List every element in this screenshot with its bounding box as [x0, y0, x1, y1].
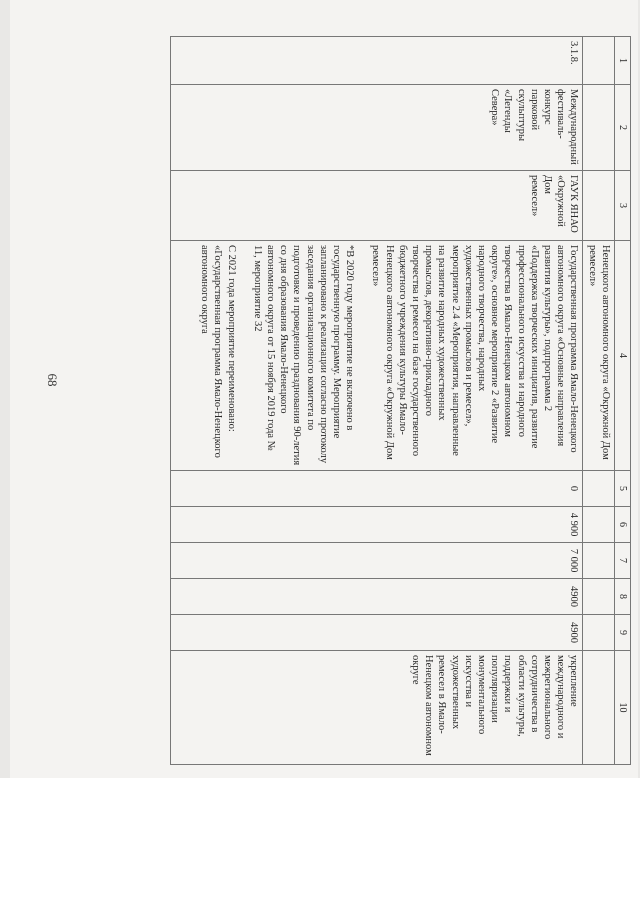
value-col-7: 7 000 [171, 543, 583, 579]
page-number: 68 [45, 373, 60, 387]
value-col-5: 0 [171, 471, 583, 507]
header-col-9: 9 [614, 615, 630, 651]
header-col-6: 6 [614, 507, 630, 543]
rotated-table-container [95, 36, 631, 764]
continuation-row [583, 37, 614, 765]
value-col-6: 4 900 [171, 507, 583, 543]
value-col-9: 4900 [171, 615, 583, 651]
description-paragraph: Государственная программа Ямало-Ненецкого автономного округа «Основные направления развития культуры», подпрограмма 2 «Поддержка творческих инициатив, развитие профессионального искусства и народного творчества в Ямало-Ненецком автономном округе», основное мероприятие 2 «Развитие народного творчества, народных художественных промыслов и ремесел», мероприятие 2.4 «Мероприятия, направленные на развитие народных художественных промыслов, декоративно-прикладного творчества и ремесел на базе государственного бюджетного учреждения культуры Ямало-Ненецкого автономного округа «Окружной Дом ремесел» [370, 245, 580, 460]
description-paragraph: *В 2020 году мероприятие не включено в государственную программу. Мероприятие запланировано к реализации согласно протоколу заседания организационного комитета по подготовке и проведению празднования 90-летия со дня образования Ямало-Ненецкого автономного округа от 15 ноября 2019 года № 11, мероприятие 32 [251, 245, 356, 466]
row-executor: ГАУК ЯНАО «Окружной Дом ремесел» [171, 171, 583, 241]
value-col-8: 4900 [171, 579, 583, 615]
row-description [171, 241, 583, 471]
header-col-4: 4 [614, 241, 630, 471]
header-col-5: 5 [614, 471, 630, 507]
program-table [170, 36, 631, 765]
header-col-1: 1 [614, 37, 630, 85]
row-goal: укрепление международного и межрегионального сотрудничества в области культуры, поддержки и популяризации монументального искусства и художественных ремесел в Ямало-Ненецком автономном округе [171, 651, 583, 765]
header-row [614, 37, 630, 765]
header-col-10: 10 [614, 651, 630, 765]
description-paragraph: С 2021 года мероприятие переименовано: «Государственная программа Ямало-Ненецкого автономного округа [199, 245, 237, 458]
row-name: Международный фестиваль-конкурс парковой скульптуры «Легенды Севера» [171, 85, 583, 171]
header-col-3: 3 [614, 171, 630, 241]
row-code: 3.1.8. [171, 37, 583, 85]
table-row [171, 37, 583, 765]
header-col-2: 2 [614, 85, 630, 171]
header-col-7: 7 [614, 543, 630, 579]
continuation-text: Ненецкого автономного округа «Окружной Дом ремесел» [583, 241, 614, 471]
header-col-8: 8 [614, 579, 630, 615]
